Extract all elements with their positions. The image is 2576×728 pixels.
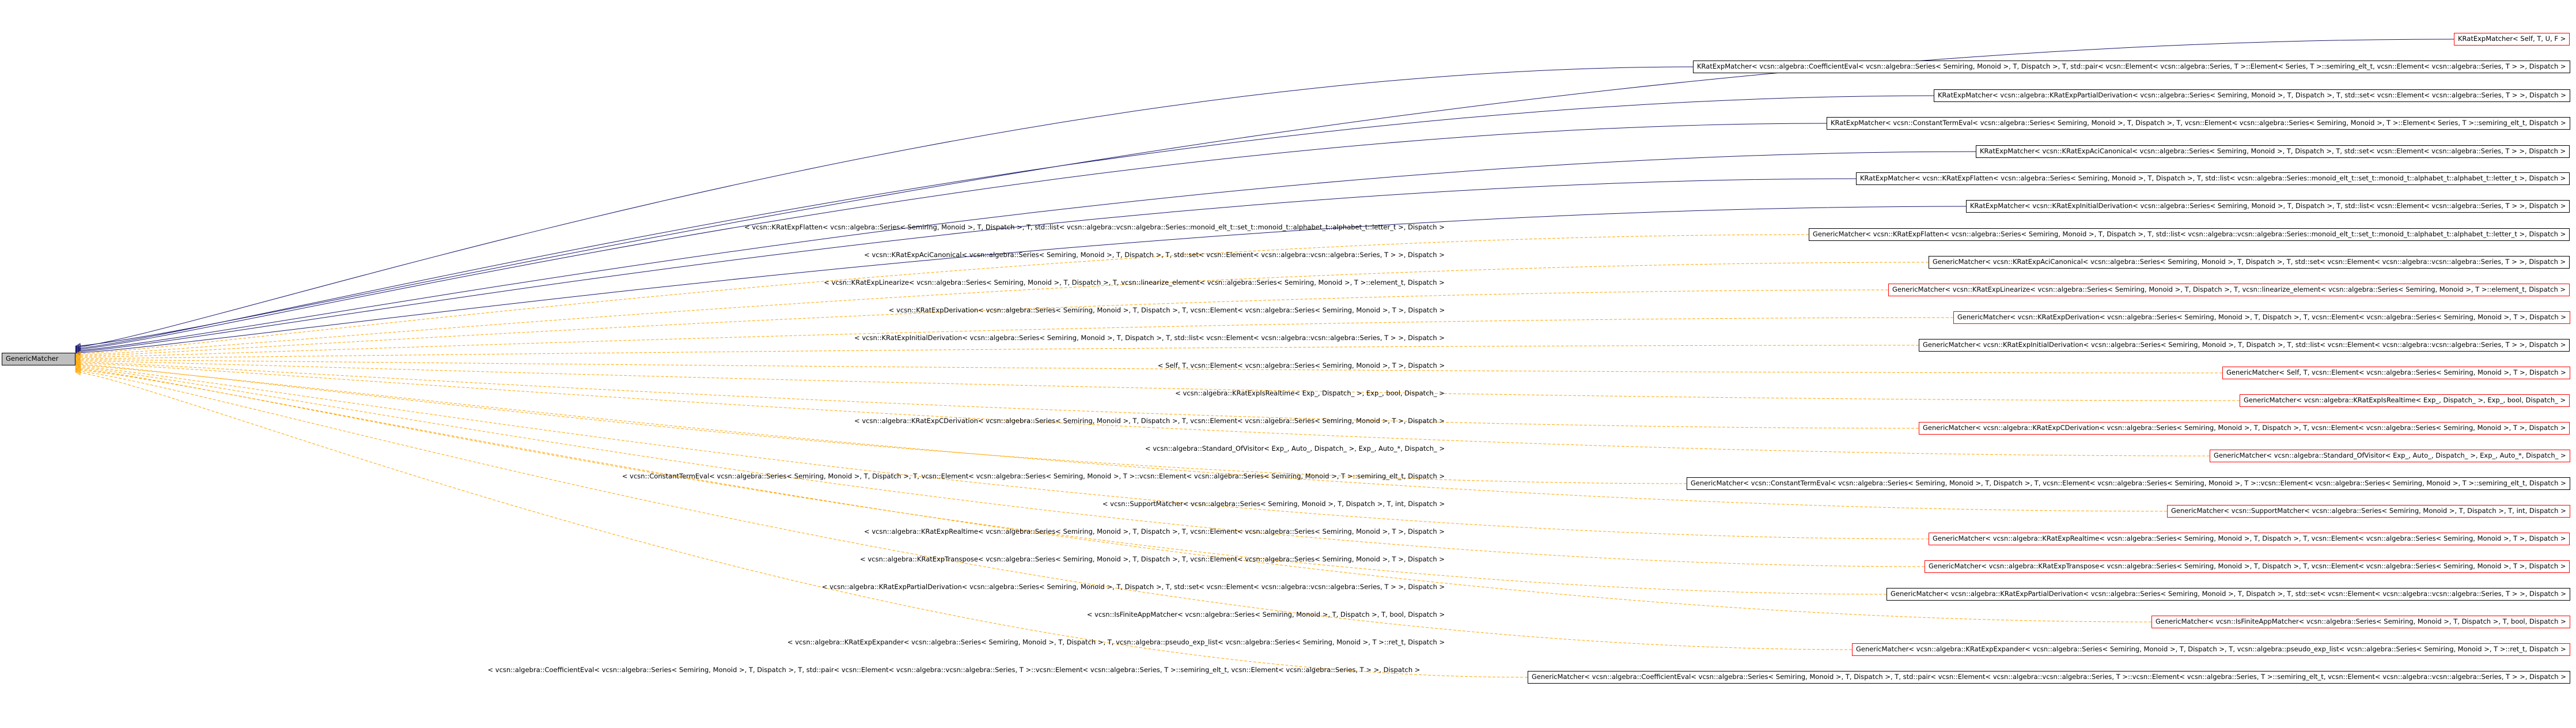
template-instance-node-15[interactable]: GenericMatcher< vcsn::algebra::KRatExpExpander< vcsn::algebra::Series< Semiring, Monoid >, T, Dispatch >, T, vcsn::algebra::pseudo_exp_list< vcsn::algebra::Series< Semiring, Monoid >, T >::ret_t, Dispatch > [1852, 643, 2570, 656]
template-argument-label-15: < vcsn::algebra::KRatExpExpander< vcsn::algebra::Series< Semiring, Monoid >, T, Dispatch >, T, vcsn::algebra::pseudo_exp_list< vcsn::algebra::Series< Semiring, Monoid >, T >::ret_t, Dispatch > [787, 638, 1445, 646]
template-argument-label-9: < vcsn::ConstantTermEval< vcsn::algebra::Series< Semiring, Monoid >, T, Dispatch >, T, vcsn::Element< vcsn::algebra::Series< Semiring, Monoid >, T >::vcsn::Element< vcsn::algebra::Series< Semiring, Monoid >, T >::semiring_elt_t, Dispatch > [622, 472, 1445, 480]
template-argument-label-13: < vcsn::algebra::KRatExpPartialDerivation< vcsn::algebra::Series< Semiring, Monoid >, T, Dispatch >, T, std::set< vcsn::Element< vcsn::algebra::vcsn::algebra::Series, T > >, Dispatch > [821, 583, 1445, 591]
subclass-node-3[interactable]: KRatExpMatcher< vcsn::ConstantTermEval< vcsn::algebra::Series< Semiring, Monoid >, T, Dispatch >, T, vcsn::Element< vcsn::algebra::Series< Semiring, Monoid >, T >::Element< Series, T >::semiring_elt_t, Dispatch > [1827, 117, 2570, 130]
template-instance-node-8[interactable]: GenericMatcher< vcsn::algebra::Standard_OfVisitor< Exp_, Auto_, Dispatch_ >, Exp_, Auto_*, Dispatch_ > [2210, 450, 2570, 462]
template-argument-label-2: < vcsn::KRatExpLinearize< vcsn::algebra::Series< Semiring, Monoid >, T, Dispatch >, T, vcsn::linearize_element< vcsn::algebra::Series< Semiring, Monoid >, T >::element_t, Dispatch > [824, 278, 1445, 286]
template-argument-label-11: < vcsn::algebra::KRatExpRealtime< vcsn::algebra::Series< Semiring, Monoid >, T, Dispatch >, T, vcsn::Element< vcsn::algebra::Series< Semiring, Monoid >, T >, Dispatch > [864, 527, 1445, 535]
template-argument-label-16: < vcsn::algebra::CoefficientEval< vcsn::algebra::Series< Semiring, Monoid >, T, Dispatch >, T, std::pair< vcsn::Element< vcsn::algebra::vcsn::algebra::Series, T >::vcsn::Element< vcsn::algebra::Series, T >::semiring_elt_t, vcsn::Element< vcsn::algebra::Series, T > >, Dispatch > [487, 666, 1420, 674]
subclass-node-0[interactable]: KRatExpMatcher< Self, T, U, F > [2454, 33, 2570, 46]
template-instance-node-4[interactable]: GenericMatcher< vcsn::KRatExpInitialDerivation< vcsn::algebra::Series< Semiring, Monoid >, T, Dispatch >, T, std::list< vcsn::Element< vcsn::algebra::vcsn::algebra::Series, T > >, Dispatch > [1919, 339, 2570, 352]
template-argument-label-6: < vcsn::algebra::KRatExpIsRealtime< Exp_, Dispatch_ >, Exp_, bool, Dispatch_ > [1175, 389, 1445, 397]
template-instance-edge-15 [75, 371, 1852, 650]
template-argument-label-0: < vcsn::KRatExpFlatten< vcsn::algebra::Series< Semiring, Monoid >, T, Dispatch >, T, std::list< vcsn::algebra::vcsn::algebra::Series::monoid_elt_t::set_t::monoid_t::alphabet_t::alphabet_t::letter_t >, Dispatch > [744, 223, 1445, 231]
template-instance-edge-12 [75, 367, 1925, 567]
inheritance-edge-5 [75, 179, 1856, 352]
template-instance-node-16[interactable]: GenericMatcher< vcsn::algebra::CoefficientEval< vcsn::algebra::Series< Semiring, Monoid >, T, Dispatch >, T, std::pair< vcsn::Element< vcsn::algebra::vcsn::algebra::Series, T >::vcsn::Element< vcsn::algebra::Series, T >::semiring_elt_t, vcsn::Element< vcsn::algebra::vcsn::algebra::Series, T > >, Dispatch > [1528, 671, 2570, 684]
template-argument-label-3: < vcsn::KRatExpDerivation< vcsn::algebra::Series< Semiring, Monoid >, T, Dispatch >, T, vcsn::Element< vcsn::algebra::Series< Semiring, Monoid >, T >, Dispatch > [888, 306, 1445, 314]
subclass-node-6[interactable]: KRatExpMatcher< vcsn::KRatExpInitialDerivation< vcsn::algebra::Series< Semiring, Monoid >, T, Dispatch >, T, std::list< vcsn::Element< vcsn::algebra::Series, T > >, Dispatch > [1966, 200, 2570, 213]
template-argument-label-8: < vcsn::algebra::Standard_OfVisitor< Exp_, Auto_, Dispatch_ >, Exp_, Auto_*, Dispatch_ > [1145, 444, 1445, 452]
template-instance-node-0[interactable]: GenericMatcher< vcsn::KRatExpFlatten< vcsn::algebra::Series< Semiring, Monoid >, T, Dispatch >, T, std::list< vcsn::algebra::vcsn::algebra::Series::monoid_elt_t::set_t::monoid_t::alphabet_t::alphabet_t::letter_t >, Dispatch > [1809, 228, 2570, 241]
template-instance-node-12[interactable]: GenericMatcher< vcsn::algebra::KRatExpTranspose< vcsn::algebra::Series< Semiring, Monoid >, T, Dispatch >, T, vcsn::Element< vcsn::algebra::Series< Semiring, Monoid >, T >, Dispatch > [1925, 560, 2570, 573]
template-argument-label-7: < vcsn::algebra::KRatExpCDerivation< vcsn::algebra::Series< Semiring, Monoid >, T, Dispatch >, T, vcsn::Element< vcsn::algebra::Series< Semiring, Monoid >, T >, Dispatch > [854, 417, 1445, 425]
template-instance-node-10[interactable]: GenericMatcher< vcsn::SupportMatcher< vcsn::algebra::Series< Semiring, Monoid >, T, Dispatch >, T, int, Dispatch > [2167, 505, 2570, 518]
subclass-node-4[interactable]: KRatExpMatcher< vcsn::KRatExpAciCanonical< vcsn::algebra::Series< Semiring, Monoid >, T, Dispatch >, T, std::set< vcsn::Element< vcsn::algebra::Series, T > >, Dispatch > [1976, 145, 2570, 158]
template-instance-node-11[interactable]: GenericMatcher< vcsn::algebra::KRatExpRealtime< vcsn::algebra::Series< Semiring, Monoid >, T, Dispatch >, T, vcsn::Element< vcsn::algebra::Series< Semiring, Monoid >, T >, Dispatch > [1929, 533, 2570, 545]
template-instance-node-2[interactable]: GenericMatcher< vcsn::KRatExpLinearize< vcsn::algebra::Series< Semiring, Monoid >, T, Dispatch >, T, vcsn::linearize_element< vcsn::algebra::Series< Semiring, Monoid >, T >::element_t, Dispatch > [1888, 284, 2570, 296]
template-argument-label-1: < vcsn::KRatExpAciCanonical< vcsn::algebra::Series< Semiring, Monoid >, T, Dispatch >, T, std::set< vcsn::Element< vcsn::algebra::vcsn::algebra::Series, T > >, Dispatch > [864, 251, 1445, 259]
template-instance-node-13[interactable]: GenericMatcher< vcsn::algebra::KRatExpPartialDerivation< vcsn::algebra::Series< Semiring, Monoid >, T, Dispatch >, T, std::set< vcsn::Element< vcsn::algebra::vcsn::algebra::Series, T > >, Dispatch > [1886, 588, 2570, 601]
template-instance-edge-11 [75, 366, 1929, 539]
template-instance-node-9[interactable]: GenericMatcher< vcsn::ConstantTermEval< vcsn::algebra::Series< Semiring, Monoid >, T, Dispatch >, T, vcsn::Element< vcsn::algebra::Series< Semiring, Monoid >, T >::vcsn::Element< vcsn::algebra::Series< Semiring, Monoid >, T >::semiring_elt_t, Dispatch > [1687, 477, 2570, 490]
template-instance-node-7[interactable]: GenericMatcher< vcsn::algebra::KRatExpCDerivation< vcsn::algebra::Series< Semiring, Monoid >, T, Dispatch >, T, vcsn::Element< vcsn::algebra::Series< Semiring, Monoid >, T >, Dispatch > [1919, 422, 2570, 435]
template-argument-label-12: < vcsn::algebra::KRatExpTranspose< vcsn::algebra::Series< Semiring, Monoid >, T, Dispatch >, T, vcsn::Element< vcsn::algebra::Series< Semiring, Monoid >, T >, Dispatch > [860, 555, 1445, 563]
subclass-node-2[interactable]: KRatExpMatcher< vcsn::algebra::KRatExpPartialDerivation< vcsn::algebra::Series< Semiring, Monoid >, T, Dispatch >, T, std::set< vcsn::Element< vcsn::algebra::Series, T > >, Dispatch > [1934, 89, 2570, 102]
template-argument-label-14: < vcsn::IsFiniteAppMatcher< vcsn::algebra::Series< Semiring, Monoid >, T, Dispatch >, T, bool, Dispatch > [1086, 610, 1445, 618]
subclass-node-1[interactable]: KRatExpMatcher< vcsn::algebra::CoefficientEval< vcsn::algebra::Series< Semiring, Monoid >, T, Dispatch >, T, std::pair< vcsn::Element< vcsn::algebra::Series, T >::Element< Series, T >::semiring_elt_t, vcsn::Element< vcsn::algebra::Series, T > >, Dispatch > [1693, 61, 2570, 73]
template-instance-edge-4 [75, 345, 1919, 359]
template-instance-edge-5 [75, 360, 2222, 373]
template-instance-node-3[interactable]: GenericMatcher< vcsn::KRatExpDerivation< vcsn::algebra::Series< Semiring, Monoid >, T, Dispatch >, T, vcsn::Element< vcsn::algebra::Series< Semiring, Monoid >, T >, Dispatch > [1953, 311, 2570, 324]
template-instance-node-5[interactable]: GenericMatcher< Self, T, vcsn::Element< vcsn::algebra::Series< Semiring, Monoid >, T >, Dispatch > [2222, 367, 2570, 379]
generic-matcher-node[interactable]: GenericMatcher [2, 353, 75, 365]
template-argument-label-4: < vcsn::KRatExpInitialDerivation< vcsn::algebra::Series< Semiring, Monoid >, T, Dispatch >, T, std::list< vcsn::Element< vcsn::algebra::vcsn::algebra::Series, T > >, Dispatch > [854, 334, 1445, 342]
template-argument-label-10: < vcsn::SupportMatcher< vcsn::algebra::Series< Semiring, Monoid >, T, Dispatch >, T, int, Dispatch > [1102, 500, 1445, 508]
template-instance-node-14[interactable]: GenericMatcher< vcsn::IsFiniteAppMatcher< vcsn::algebra::Series< Semiring, Monoid >, T, Dispatch >, T, bool, Dispatch > [2151, 616, 2570, 628]
subclass-node-5[interactable]: KRatExpMatcher< vcsn::KRatExpFlatten< vcsn::algebra::Series< Semiring, Monoid >, T, Dispatch >, T, std::list< vcsn::algebra::Series::monoid_elt_t::set_t::monoid_t::alphabet_t::alphabet_t::letter_t >, Dispatch > [1856, 172, 2570, 185]
template-instance-node-1[interactable]: GenericMatcher< vcsn::KRatExpAciCanonical< vcsn::algebra::Series< Semiring, Monoid >, T, Dispatch >, T, std::set< vcsn::Element< vcsn::algebra::vcsn::algebra::Series, T > >, Dispatch > [1929, 256, 2570, 269]
template-instance-node-6[interactable]: GenericMatcher< vcsn::algebra::KRatExpIsRealtime< Exp_, Dispatch_ >, Exp_, bool, Dispatch_ > [2240, 394, 2570, 407]
template-argument-label-5: < Self, T, vcsn::Element< vcsn::algebra::Series< Semiring, Monoid >, T >, Dispatch > [1157, 361, 1445, 369]
